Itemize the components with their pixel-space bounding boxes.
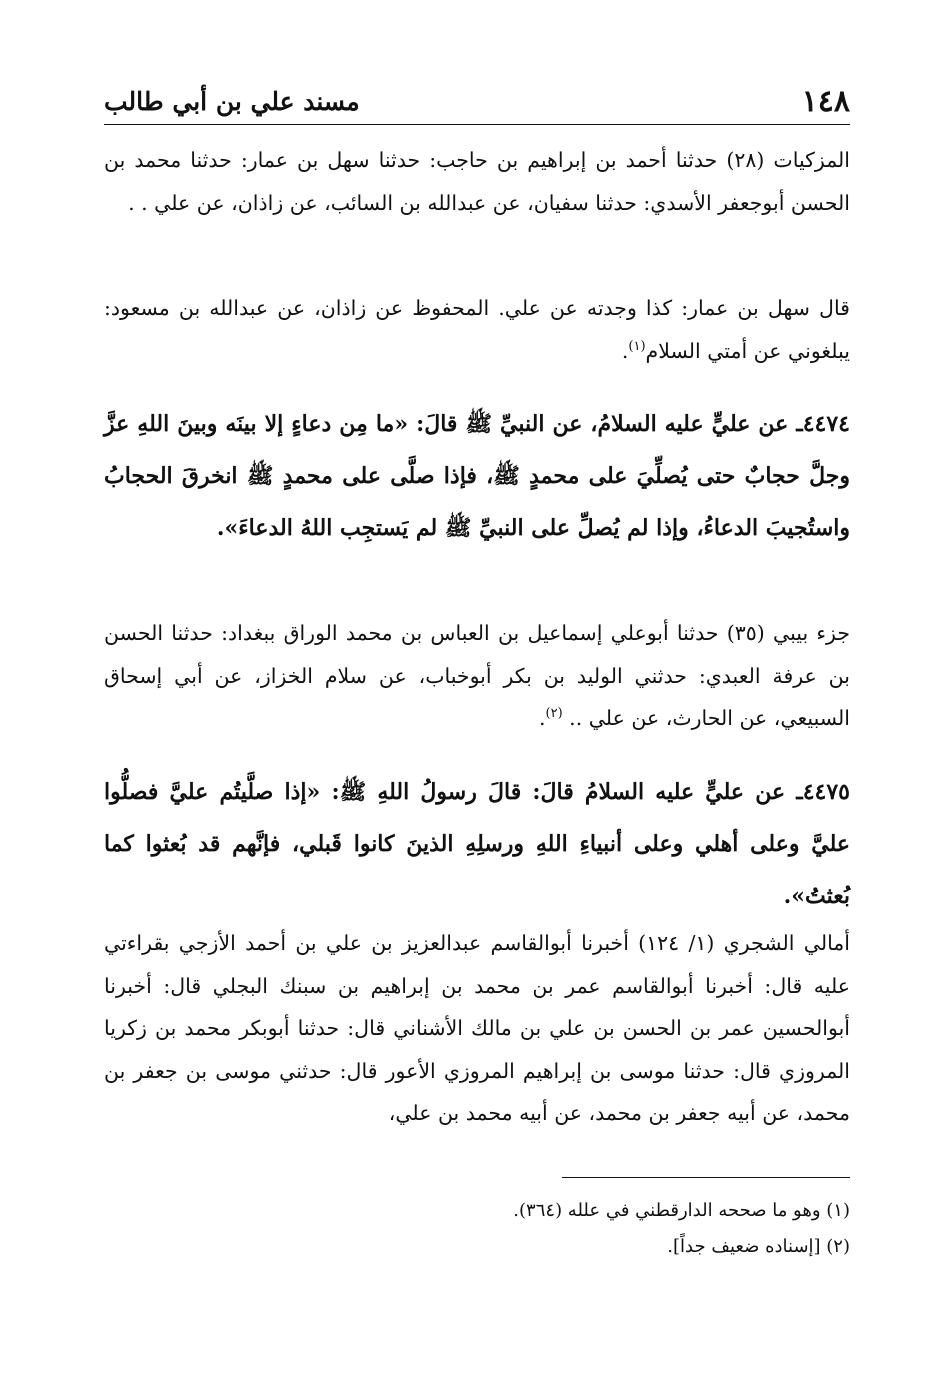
source-paragraph-sahl-note xyxy=(104,287,850,372)
footnotes xyxy=(300,1193,850,1265)
page-header xyxy=(104,80,850,125)
source-paragraph-muzakkiyat xyxy=(104,139,850,224)
paragraph-body: قال سهل بن عمار: كذا وجدته عن علي. المحفوظ عن زاذان، عن عبدالله بن مسعود: يبلغوني عن أمتي السلام xyxy=(104,296,850,363)
hadith-4475 xyxy=(104,766,850,922)
paragraph-text: أمالي الشجري (١/ ١٢٤) أخبرنا أبوالقاسم عبدالعزيز بن علي بن أحمد الأزجي بقراءتي عليه قال: أخبرنا أبوالقاسم عمر بن محمد بن إبراهيم بن سبنك البجلي قال: أخبرنا أبوالحسين عمر بن الحسن بن علي بن مالك الأشناني قال: حدثنا أبوبكر محمد بن زكريا المروزي قال: حدثنا موسى بن إبراهيم المروزي الأعور قال: حدثني موسى بن جعفر بن محمد، عن أبيه جعفر بن محمد، عن أبيه محمد بن علي، xyxy=(104,931,850,1125)
source-paragraph-amali-shajari xyxy=(104,922,850,1135)
footnote-ref-2: (٢) xyxy=(545,706,563,722)
paragraph-text: جزء بيبي (٣٥) حدثنا أبوعلي إسماعيل بن العباس بن محمد الوراق ببغداد: حدثنا الحسن بن عرفة العبدي: حدثني الوليد بن بكر أبوخباب، عن سلام الخزاز، عن أبي إسحاق السبيعي، عن الحارث، عن علي .. $^{(٢)}$. xyxy=(104,621,850,730)
footnotes-divider xyxy=(562,1177,850,1178)
paragraph-body: جزء بيبي (٣٥) حدثنا أبوعلي إسماعيل بن العباس بن محمد الوراق ببغداد: حدثنا الحسن بن عرفة العبدي: حدثني الوليد بن بكر أبوخباب، عن سلام الخزاز، عن أبي إسحاق السبيعي، عن الحارث، عن علي .. xyxy=(104,621,850,730)
hadith-text: ٤٤٧٥ـ عن عليٍّ عليه السلامُ قالَ: قالَ رسولُ اللهِ ﷺ: «إذا صلَّيتُم عليَّ فصلُّوا عليَّ وعلى أهلي وعلى أنبياءِ اللهِ ورسلِهِ الذينَ كانوا قَبلي، فإنَّهم قد بُعثوا كما بُعثتُ». xyxy=(104,779,850,909)
paragraph-text: قال سهل بن عمار: كذا وجدته عن علي. المحفوظ عن زاذان، عن عبدالله بن مسعود: يبلغوني عن أمتي السلام$^{(١)}$. xyxy=(104,296,850,363)
source-paragraph-juz-bibi xyxy=(104,612,850,740)
footnote-2: (٢) [إسناده ضعيف جداً]. xyxy=(667,1236,850,1257)
page-number: ١٤٨ xyxy=(801,84,850,119)
hadith-text: ٤٤٧٤ـ عن عليٍّ عليه السلامُ، عن النبيِّ ﷺ قالَ: «ما مِن دعاءٍ إلا بينَه وبينَ اللهِ عزَّ وجلَّ حجابٌ حتى يُصلِّيَ على محمدٍ ﷺ، فإذا صلَّى على محمدٍ ﷺ انخرقَ الحجابُ واستُجيبَ الدعاءُ، وإذا لم يُصلِّ على النبيِّ ﷺ لم يَستجِب اللهُ الدعاءَ». xyxy=(104,411,850,541)
paragraph-text: المزكيات (٢٨) حدثنا أحمد بن إبراهيم بن حاجب: حدثنا سهل بن عمار: حدثنا محمد بن الحسن أبوجعفر الأسدي: حدثنا سفيان، عن عبدالله بن السائب، عن زاذان، عن علي . . xyxy=(104,148,850,215)
footnote-ref-1: (١) xyxy=(628,338,646,354)
footnote-1: (١) وهو ما صححه الدارقطني في علله (٣٦٤). xyxy=(513,1200,850,1221)
hadith-4474 xyxy=(104,398,850,554)
running-title: مسند علي بن أبي طالب xyxy=(104,87,360,116)
